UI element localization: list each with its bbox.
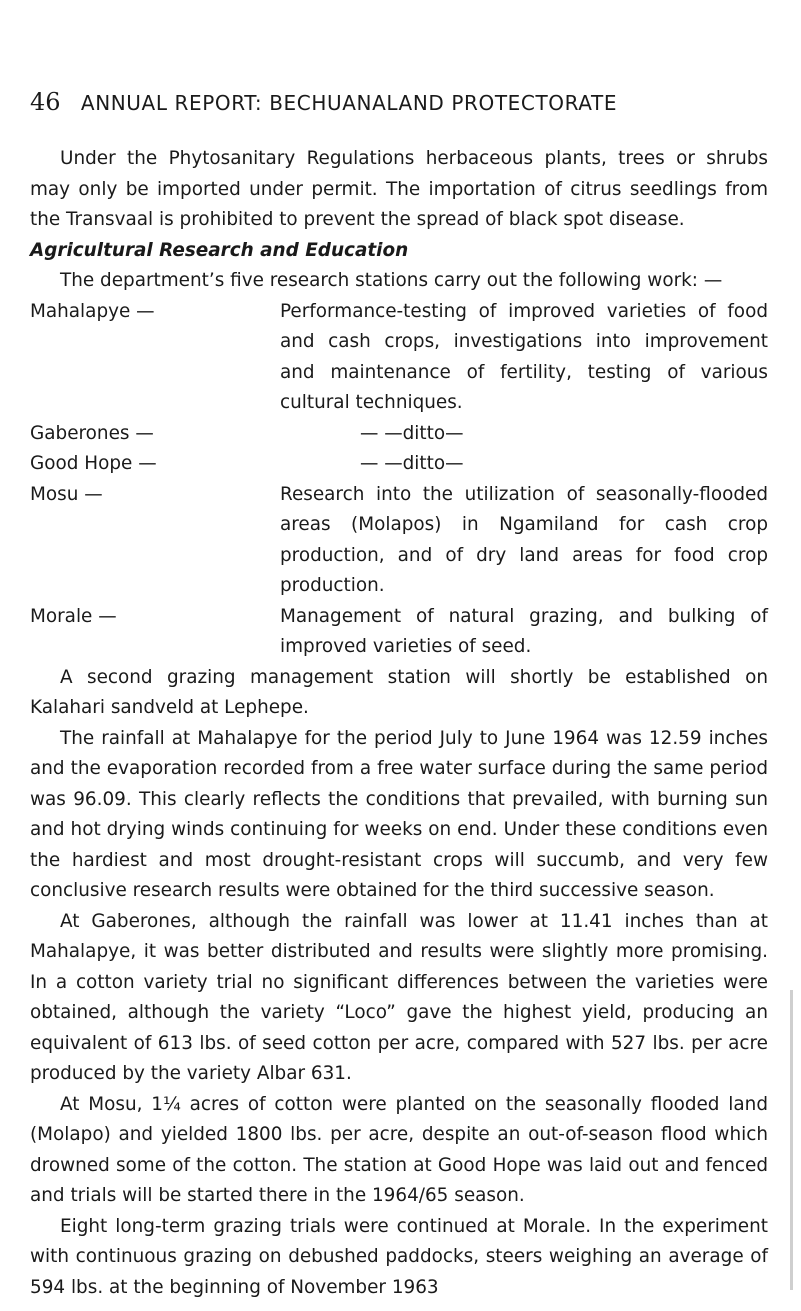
station-name: Morale — [30,605,117,627]
station-name: Mahalapye — [30,300,155,322]
paragraph-rainfall: The rainfall at Mahalapye for the period July to June 1964 was 12.59 inches and the evaporation recorded from a free water surface during the same period was 96.09. This clearly reflects the conditions that prevailed, with burning sun and hot drying winds continuing for weeks on end. Under these conditions even the hardiest and most drought-resistant crops will succumb, and very few conclusive research results were obtained for the third successive season. [30,727,768,901]
scan-edge-shadow [790,990,793,1290]
paragraph-morale: Eight long-term grazing trials were continued at Morale. In the experiment with continuous grazing on debushed paddocks, steers weighing an average of 594 lbs. at the beginning of November 1963 [30,1215,768,1298]
station-row-good-hope [30,449,768,480]
station-description: — —ditto— [360,422,464,444]
page-number: 46 [30,88,61,116]
station-name: Good Hope — [30,453,157,474]
body-text [30,144,768,1303]
section-heading: Agricultural Research and Education [30,239,409,261]
station-description: Performance-testing of improved varieties of food and cash crops, investigations into improvement and maintenance of fertility, testing of various cultural techniques. [280,300,768,413]
station-name: Gaberones — [30,422,154,444]
station-description: — —ditto— [360,453,464,474]
paragraph-phytosanitary: Under the Phytosanitary Regulations herbaceous plants, trees or shrubs may only be imported under permit. The importation of citrus seedlings from the Transvaal is prohibited to prevent the spread of black spot disease. [30,148,768,230]
paragraph-intro: The department’s five research stations carry out the following work: — [60,270,723,291]
station-name: Mosu — [30,483,103,505]
station-row-morale [30,602,768,663]
paragraph-gaberones: At Gaberones, although the rainfall was lower at 11.41 inches than at Mahalapye, it was better distributed and results were slightly more promising. In a cotton variety trial no significant differences between the varieties were obtained, although the variety “Loco” gave the highest yield, producing an equivalent of 613 lbs. of seed cotton per acre, compared with 527 lbs. per acre produced by the variety Albar 631. [30,910,768,1084]
station-list [30,297,768,663]
paragraph-mosu: At Mosu, 1¼ acres of cotton were planted on the seasonally flooded land (Molapo) and yielded 1800 lbs. per acre, despite an out-of-season flood which drowned some of the cotton. The station at Good Hope was laid out and fenced and trials will be started there in the 1964/65 season. [30,1093,768,1206]
station-description: Management of natural grazing, and bulking of improved varieties of seed. [280,605,768,657]
running-title: ANNUAL REPORT: BECHUANALAND PROTECTORATE [80,91,618,115]
running-header [30,88,617,116]
station-row-gaberones [30,419,768,450]
paragraph-second-station: A second grazing management station will shortly be established on Kalahari sandveld at Lephepe. [30,666,768,718]
station-row-mosu [30,480,768,602]
station-row-mahalapye [30,297,768,419]
station-description: Research into the utilization of seasonally-flooded areas (Molapos) in Ngamiland for cash crop production, and of dry land areas for food crop production. [280,483,768,596]
